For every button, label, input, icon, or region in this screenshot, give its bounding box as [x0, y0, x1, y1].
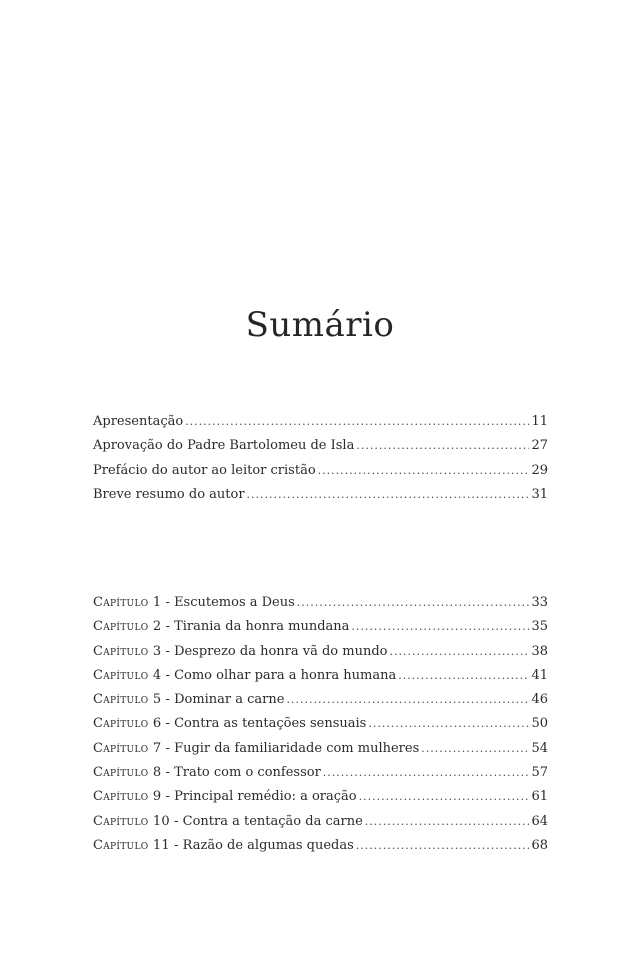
dot-leader — [323, 761, 530, 785]
toc-entry-page: 27 — [531, 438, 548, 454]
toc-entry[interactable] — [93, 434, 548, 458]
chapter-entry[interactable] — [93, 591, 548, 615]
dot-leader — [398, 664, 529, 688]
chapter-prefix: Capítulo 10 — [93, 813, 170, 829]
chapter-label: - Fugir da familiaridade com mulheres — [161, 740, 420, 756]
chapter-label: - Desprezo da honra vã do mundo — [161, 643, 388, 659]
chapter-entry[interactable] — [93, 640, 548, 664]
chapter-prefix: Capítulo 9 — [93, 789, 162, 805]
chapter-entry[interactable] — [93, 834, 548, 858]
dot-leader — [368, 712, 529, 736]
chapter-entry[interactable] — [93, 785, 548, 809]
chapter-entry[interactable] — [93, 688, 548, 712]
toc-entry-page: 29 — [531, 462, 548, 478]
chapter-prefix: Capítulo 5 — [93, 692, 162, 708]
chapter-page: 38 — [531, 643, 548, 659]
chapter-entry-title — [93, 810, 363, 834]
chapter-page: 57 — [531, 765, 548, 781]
toc-entry-label: Breve resumo do autor — [93, 486, 245, 502]
chapter-entry-title — [93, 834, 354, 858]
chapter-entry-title — [93, 664, 396, 688]
chapter-label: - Contra as tentações sensuais — [161, 716, 367, 732]
chapter-label: - Escutemos a Deus — [161, 595, 295, 610]
chapter-prefix: Capítulo 4 — [93, 667, 162, 683]
toc-entry-label: Aprovação do Padre Bartolomeu de Isla — [93, 438, 355, 454]
chapter-page: 68 — [531, 837, 548, 853]
chapter-label: - Principal remédio: a oração — [161, 789, 357, 805]
toc-entry[interactable] — [93, 410, 548, 434]
chapter-entry[interactable] — [93, 712, 548, 736]
chapter-entry-title — [93, 712, 366, 736]
dot-leader — [247, 483, 530, 507]
dot-leader — [297, 591, 530, 615]
dot-leader — [286, 688, 529, 712]
chapter-label: - Razão de algumas quedas — [169, 837, 354, 853]
toc-entry-page: 11 — [531, 414, 548, 429]
chapter-entry-title — [93, 640, 388, 664]
chapter-entry[interactable] — [93, 737, 548, 761]
chapter-prefix: Capítulo 8 — [93, 765, 162, 781]
chapter-page: 54 — [531, 740, 548, 756]
dot-leader — [390, 640, 530, 664]
toc-entry-label: Apresentação — [93, 414, 184, 429]
dot-leader — [356, 434, 529, 458]
chapters-list — [93, 591, 548, 858]
dot-leader — [351, 615, 529, 639]
page-title: Sumário — [245, 305, 395, 345]
dot-leader — [365, 810, 530, 834]
chapter-prefix: Capítulo 2 — [93, 619, 162, 635]
chapter-entry-title — [93, 761, 321, 785]
chapter-page: 33 — [531, 595, 548, 610]
toc-entry[interactable] — [93, 459, 548, 483]
dot-leader — [421, 737, 529, 761]
chapter-entry[interactable] — [93, 810, 548, 834]
chapter-label: - Tirania da honra mundana — [161, 619, 350, 635]
chapter-page: 46 — [531, 692, 548, 708]
chapter-entry[interactable] — [93, 664, 548, 688]
chapter-entry-title — [93, 785, 357, 809]
chapter-page: 41 — [531, 667, 548, 683]
chapter-entry-title — [93, 615, 349, 639]
chapter-entry-title — [93, 688, 284, 712]
dot-leader — [318, 459, 530, 483]
chapter-page: 50 — [531, 716, 548, 732]
chapter-prefix: Capítulo 1 — [93, 595, 162, 610]
chapter-entry[interactable] — [93, 615, 548, 639]
chapter-entry[interactable] — [93, 761, 548, 785]
dot-leader — [185, 410, 529, 434]
chapter-entry-title — [93, 591, 295, 615]
chapter-prefix: Capítulo 6 — [93, 716, 162, 732]
chapter-entry-title — [93, 737, 419, 761]
chapter-label: - Dominar a carne — [161, 692, 285, 708]
front-matter-list — [93, 410, 548, 507]
chapter-label: - Trato com o confessor — [161, 765, 321, 781]
toc-entry-label: Prefácio do autor ao leitor cristão — [93, 462, 316, 478]
toc-entry-page: 31 — [531, 486, 548, 502]
chapter-page: 35 — [531, 619, 548, 635]
dot-leader — [356, 834, 530, 858]
chapter-page: 61 — [531, 789, 548, 805]
dot-leader — [359, 785, 530, 809]
toc-entry[interactable] — [93, 483, 548, 507]
chapter-label: - Como olhar para a honra humana — [161, 667, 397, 683]
chapter-page: 64 — [531, 813, 548, 829]
chapter-label: - Contra a tentação da carne — [169, 813, 363, 829]
chapter-prefix: Capítulo 7 — [93, 740, 162, 756]
chapter-prefix: Capítulo 11 — [93, 837, 170, 853]
chapter-prefix: Capítulo 3 — [93, 643, 162, 659]
